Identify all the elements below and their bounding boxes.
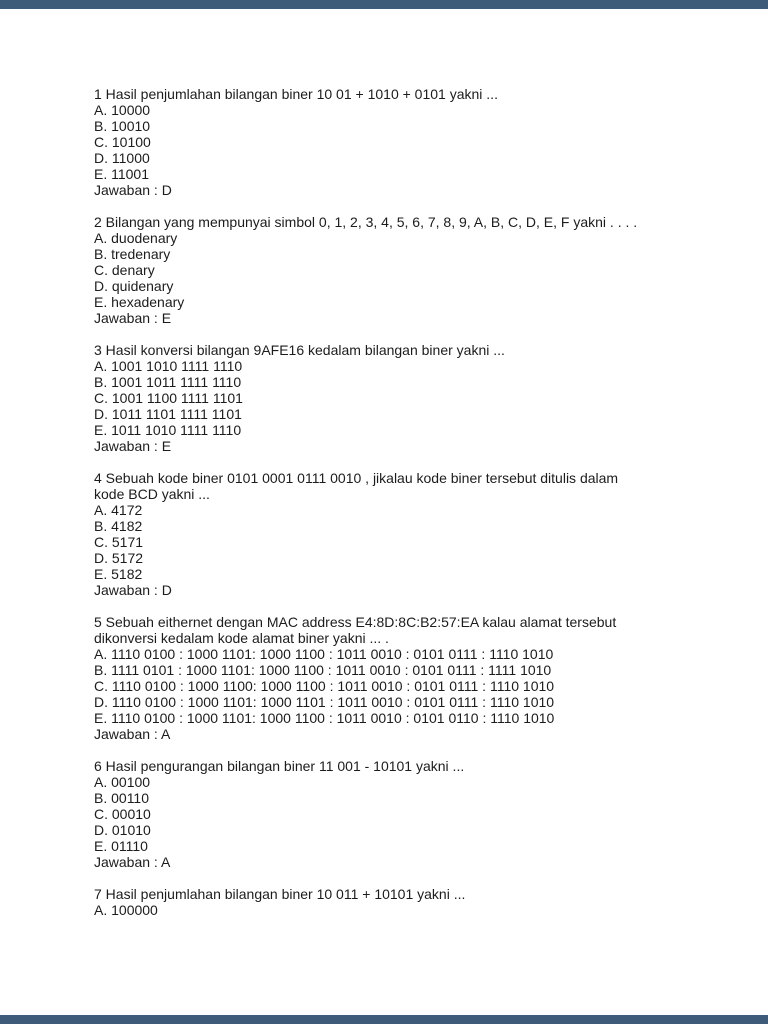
question-block-3 [94, 342, 698, 454]
option-line: E. 1011 1010 1111 1110 [94, 422, 242, 438]
question-text: 7 Hasil penjumlahan bilangan biner 10 011 + 10101 yakni ... [94, 886, 466, 902]
option-line: B. 10010 [94, 118, 151, 134]
question-block-5 [94, 614, 698, 742]
option-line: D. quidenary [94, 278, 174, 294]
option-line: C. 1001 1100 1111 1101 [94, 390, 243, 406]
option-line: A. 00100 [94, 774, 151, 790]
question-text: dikonversi kedalam kode alamat biner yakni ... . [94, 630, 389, 646]
option-line: B. 4182 [94, 518, 143, 534]
question-text: 5 Sebuah eithernet dengan MAC address E4:8D:8C:B2:57:EA kalau alamat tersebut [94, 614, 617, 630]
option-line: A. 1110 0100 : 1000 1101: 1000 1100 : 1011 0010 : 0101 0111 : 1110 1010 [94, 646, 554, 662]
option-line: E. hexadenary [94, 294, 185, 310]
option-line: D. 01010 [94, 822, 151, 838]
question-block-2 [94, 214, 698, 326]
option-line: A. 10000 [94, 102, 151, 118]
option-line: A. 4172 [94, 502, 143, 518]
option-line: C. 5171 [94, 534, 144, 550]
option-line: D. 1110 0100 : 1000 1101: 1000 1101 : 1011 0010 : 0101 0111 : 1110 1010 [94, 694, 555, 710]
option-line: C. denary [94, 262, 155, 278]
viewer-top-edge-bar [0, 0, 768, 9]
question-text: 4 Sebuah kode biner 0101 0001 0111 0010 , jikalau kode biner tersebut ditulis dalam [94, 470, 619, 486]
option-line: C. 1110 0100 : 1000 1100: 1000 1100 : 1011 0010 : 0101 0111 : 1110 1010 [94, 678, 555, 694]
answer-line: Jawaban : D [94, 182, 172, 198]
option-line: D. 11000 [94, 150, 150, 166]
answer-line: Jawaban : A [94, 854, 171, 870]
option-line: B. 1001 1011 1111 1110 [94, 374, 242, 390]
option-line: D. 5172 [94, 550, 144, 566]
option-line: C. 00010 [94, 806, 151, 822]
question-block-4 [94, 470, 698, 598]
question-text: kode BCD yakni ... [94, 486, 210, 502]
option-line: E. 5182 [94, 566, 143, 582]
question-block-1 [94, 86, 698, 198]
question-text: 3 Hasil konversi bilangan 9AFE16 kedalam bilangan biner yakni ... [94, 342, 505, 358]
viewer-bottom-edge-bar [0, 1015, 768, 1024]
option-line: B. tredenary [94, 246, 171, 262]
page-content [94, 86, 698, 934]
option-line: A. 1001 1010 1111 1110 [94, 358, 243, 374]
option-line: D. 1011 1101 1111 1101 [94, 406, 242, 422]
option-line: C. 10100 [94, 134, 151, 150]
option-line: E. 01110 [94, 838, 148, 854]
question-text: 6 Hasil pengurangan bilangan biner 11 001 - 10101 yakni ... [94, 758, 465, 774]
option-line: B. 00110 [94, 790, 150, 806]
option-line: E. 1110 0100 : 1000 1101: 1000 1100 : 1011 0010 : 0101 0110 : 1110 1010 [94, 710, 555, 726]
question-block-7 [94, 886, 698, 918]
question-block-6 [94, 758, 698, 870]
option-line: E. 11001 [94, 166, 150, 182]
answer-line: Jawaban : E [94, 438, 172, 454]
option-line: B. 1111 0101 : 1000 1101: 1000 1100 : 1011 0010 : 0101 0111 : 1111 1010 [94, 662, 552, 678]
answer-line: Jawaban : A [94, 726, 171, 742]
question-text: 1 Hasil penjumlahan bilangan biner 10 01 + 1010 + 0101 yakni ... [94, 86, 498, 102]
answer-line: Jawaban : E [94, 310, 172, 326]
option-line: A. 100000 [94, 902, 158, 918]
option-line: A. duodenary [94, 230, 178, 246]
question-text: 2 Bilangan yang mempunyai simbol 0, 1, 2, 3, 4, 5, 6, 7, 8, 9, A, B, C, D, E, F yakni . . . . [94, 214, 638, 230]
answer-line: Jawaban : D [94, 582, 172, 598]
